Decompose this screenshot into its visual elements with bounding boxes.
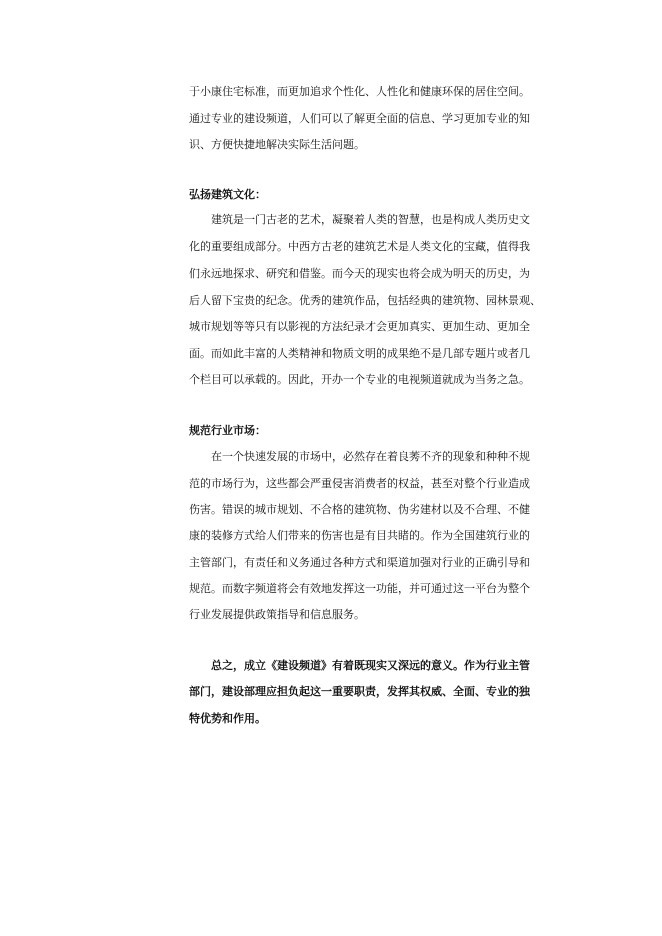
culture-line-4: 后人留下宝贵的纪念。优秀的建筑作品，包括经典的建筑物、园林景观、 — [189, 294, 541, 307]
market-line-1: 在一个快速发展的市场中，必然存在着良莠不齐的现象和种种不规 — [211, 450, 530, 463]
market-line-4: 康的装修方式给人们带来的伤害也是有目共睹的。作为全国建筑行业的 — [189, 529, 530, 542]
market-line-3: 伤害。错误的城市规划、不合格的建筑物、伪劣建材以及不合理、不健 — [189, 503, 530, 516]
culture-line-2: 化的重要组成部分。中西方古老的建筑艺术是人类文化的宝藏，值得我 — [189, 240, 530, 253]
market-line-7: 行业发展提供政策指导和信息服务。 — [189, 608, 365, 621]
section-heading-market: 规范行业市场： — [189, 424, 266, 437]
culture-line-7: 个栏目可以承载的。因此，开办一个专业的电视频道就成为当务之急。 — [189, 373, 530, 386]
market-line-5: 主管部门，有责任和义务通过各种方式和渠道加强对行业的正确引导和 — [189, 556, 530, 569]
culture-line-6: 面。而如此丰富的人类精神和物质文明的成果绝不是几部专题片或者几 — [189, 347, 530, 360]
market-line-2: 范的市场行为，这些都会严重侵害消费者的权益，甚至对整个行业造成 — [189, 477, 530, 490]
market-line-6: 规范。而数字频道将会有效地发挥这一功能，并可通过这一平台为整个 — [189, 582, 530, 595]
section-heading-culture: 弘扬建筑文化： — [189, 188, 266, 201]
conclusion-line-2: 部门，建设部理应担负起这一重要职责，发挥其权威、全面、专业的独 — [189, 685, 530, 698]
conclusion-line-3: 特优势和作用。 — [189, 712, 266, 725]
culture-line-5: 城市规划等等只有以影视的方法纪录才会更加真实、更加生动、更加全 — [189, 320, 530, 333]
intro-line-3: 识、方便快捷地解决实际生活问题。 — [189, 138, 365, 151]
culture-line-3: 们永远地探求、研究和借鉴。而今天的现实也将会成为明天的历史，为 — [189, 267, 530, 280]
intro-line-1: 于小康住宅标准，而更加追求个性化、人性化和健康环保的居住空间。 — [189, 85, 530, 98]
intro-line-2: 通过专业的建设频道，人们可以了解更全面的信息、学习更加专业的知 — [189, 112, 530, 125]
culture-line-1: 建筑是一门古老的艺术，凝聚着人类的智慧，也是构成人类历史文 — [211, 213, 530, 226]
conclusion-line-1: 总之，成立《建设频道》有着既现实又深远的意义。作为行业主管 — [211, 659, 530, 672]
